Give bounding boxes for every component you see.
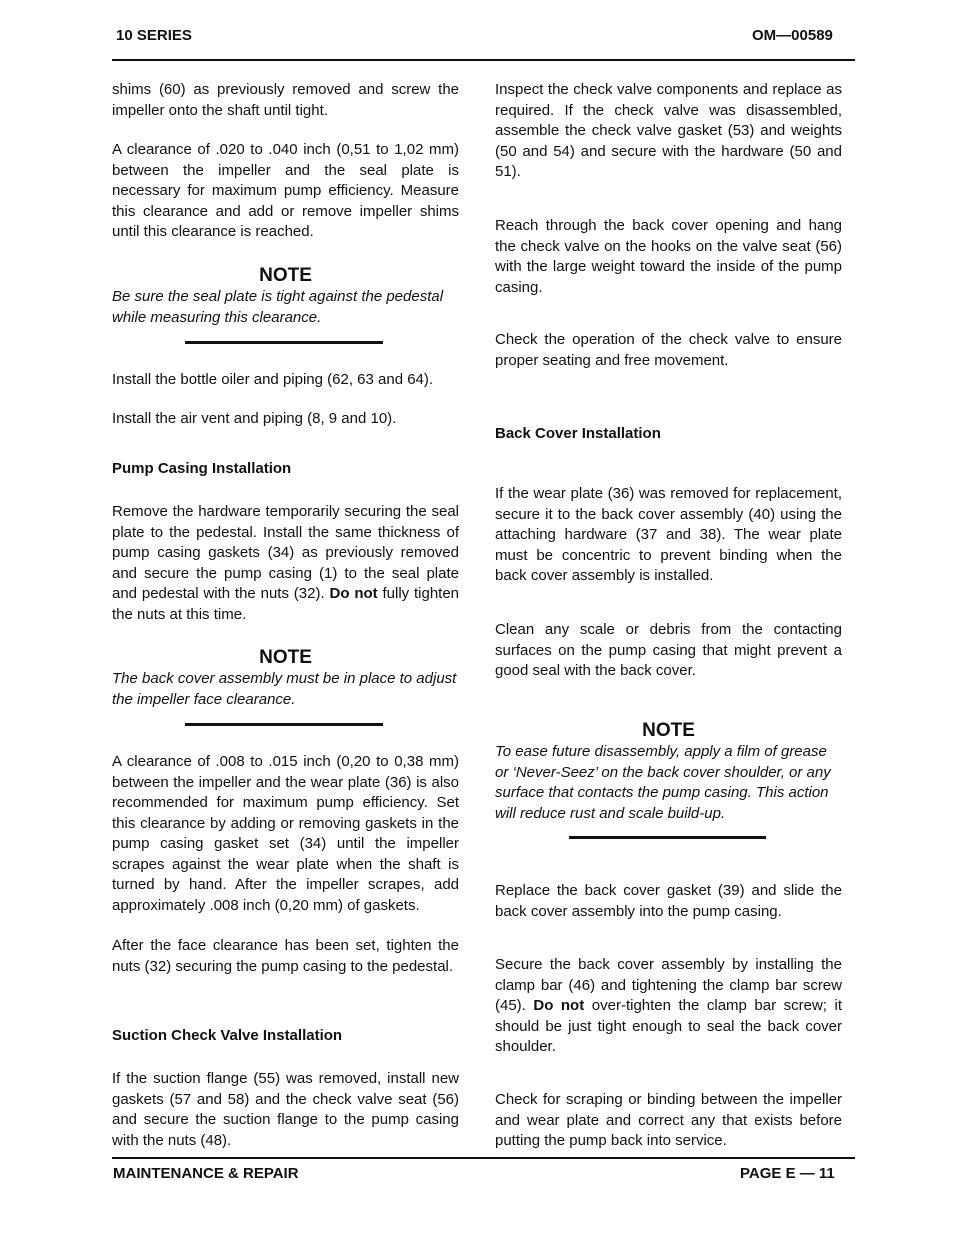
paragraph: Install the bottle oiler and piping (62, 63 and 64). xyxy=(112,371,434,388)
left-column xyxy=(112,80,459,1155)
note-title: NOTE xyxy=(642,720,695,741)
paragraph: Remove the hardware temporarily securing the seal plate to the pedestal. Install the same thickness of pump casing gaskets (34) as previously removed and secure the pump casing (1) to the seal plate and pedestal with the nuts (32). Do not fully tighten the nuts at this time. xyxy=(112,503,460,623)
paragraph: Replace the back cover gasket (39) and slide the back cover assembly into the pump casing. xyxy=(495,882,842,920)
paragraph: Check the operation of the check valve to ensure proper seating and free movement. xyxy=(495,331,842,369)
paragraph: Clean any scale or debris from the contacting surfaces on the pump casing that might prevent a good seal with the back cover. xyxy=(495,621,842,679)
paragraph: Secure the back cover assembly by installing the clamp bar (46) and tightening the clamp bar screw (45). Do not over-tighten the clamp bar screw; it should be just tight enough to seal the back cover shoulder. xyxy=(495,956,842,1055)
note-block xyxy=(495,720,842,824)
page-number: PAGE E — 11 xyxy=(740,1165,835,1182)
paragraph: If the suction flange (55) was removed, install new gaskets (57 and 58) and the check valve seat (56) and secure the suction flange to the pump casing with the nuts (48). xyxy=(112,1070,459,1149)
note-divider xyxy=(185,723,383,726)
right-column xyxy=(495,80,842,1155)
paragraph: A clearance of .020 to .040 inch (0,51 to 1,02 mm) between the impeller and the seal plate is necessary for maximum pump efficiency. Measure this clearance and add or remove impeller shims until this clearance is reached. xyxy=(112,141,459,240)
section-heading: Suction Check Valve Installation xyxy=(112,1027,343,1044)
paragraph: Reach through the back cover opening and hang the check valve on the hooks on the valve seat (56) with the large weight toward the inside of the pump casing. xyxy=(495,217,842,296)
section-heading: Back Cover Installation xyxy=(495,425,661,442)
paragraph: Inspect the check valve components and replace as required. If the check valve was disassembled, assemble the check valve gasket (53) and weights (50 and 54) and secure with the hardware (50 and 51). xyxy=(495,81,842,180)
section-heading: Pump Casing Installation xyxy=(112,460,292,477)
paragraph: After the face clearance has been set, tighten the nuts (32) securing the pump casing to the pedestal. xyxy=(112,937,459,975)
note-divider xyxy=(569,836,766,839)
note-title: NOTE xyxy=(259,647,312,668)
note-text: To ease future disassembly, apply a film of grease or ‘Never-Seez’ on the back cover shoulder, or any surface that contacts the pump casing. This action will reduce rust and scale build-up. xyxy=(495,743,831,822)
header-series: 10 SERIES xyxy=(116,27,192,44)
header-rule xyxy=(112,59,855,61)
paragraph: shims (60) as previously removed and screw the impeller onto the shaft until tight. xyxy=(112,81,459,119)
footer-rule xyxy=(112,1157,855,1159)
paragraph: Check for scraping or binding between the impeller and wear plate and correct any that exists before putting the pump back into service. xyxy=(495,1091,842,1149)
paragraph: Install the air vent and piping (8, 9 and 10). xyxy=(112,410,397,427)
paragraph: If the wear plate (36) was removed for replacement, secure it to the back cover assembly (40) using the attaching hardware (37 and 38). The wear plate must be concentric to prevent binding when the back cover assembly is installed. xyxy=(495,485,842,584)
note-title: NOTE xyxy=(259,265,312,286)
note-text: Be sure the seal plate is tight against the pedestal while measuring this clearance. xyxy=(112,288,444,326)
note-block xyxy=(112,265,459,328)
note-block xyxy=(112,647,459,710)
header-doc-number: OM—00589 xyxy=(752,27,833,44)
paragraph: A clearance of .008 to .015 inch (0,20 to 0,38 mm) between the impeller and the wear plate (36) is also recommended for maximum pump efficiency. Set this clearance by adding or removing gaskets in the pump casing gasket set (34) until the impeller scrapes against the wear plate when the shaft is turned by hand. After the impeller scrapes, add approximately .008 inch (0,20 mm) of gaskets. xyxy=(112,753,459,914)
note-divider xyxy=(185,341,383,344)
footer-section: MAINTENANCE & REPAIR xyxy=(113,1165,299,1182)
note-text: The back cover assembly must be in place to adjust the impeller face clearance. xyxy=(112,670,457,708)
